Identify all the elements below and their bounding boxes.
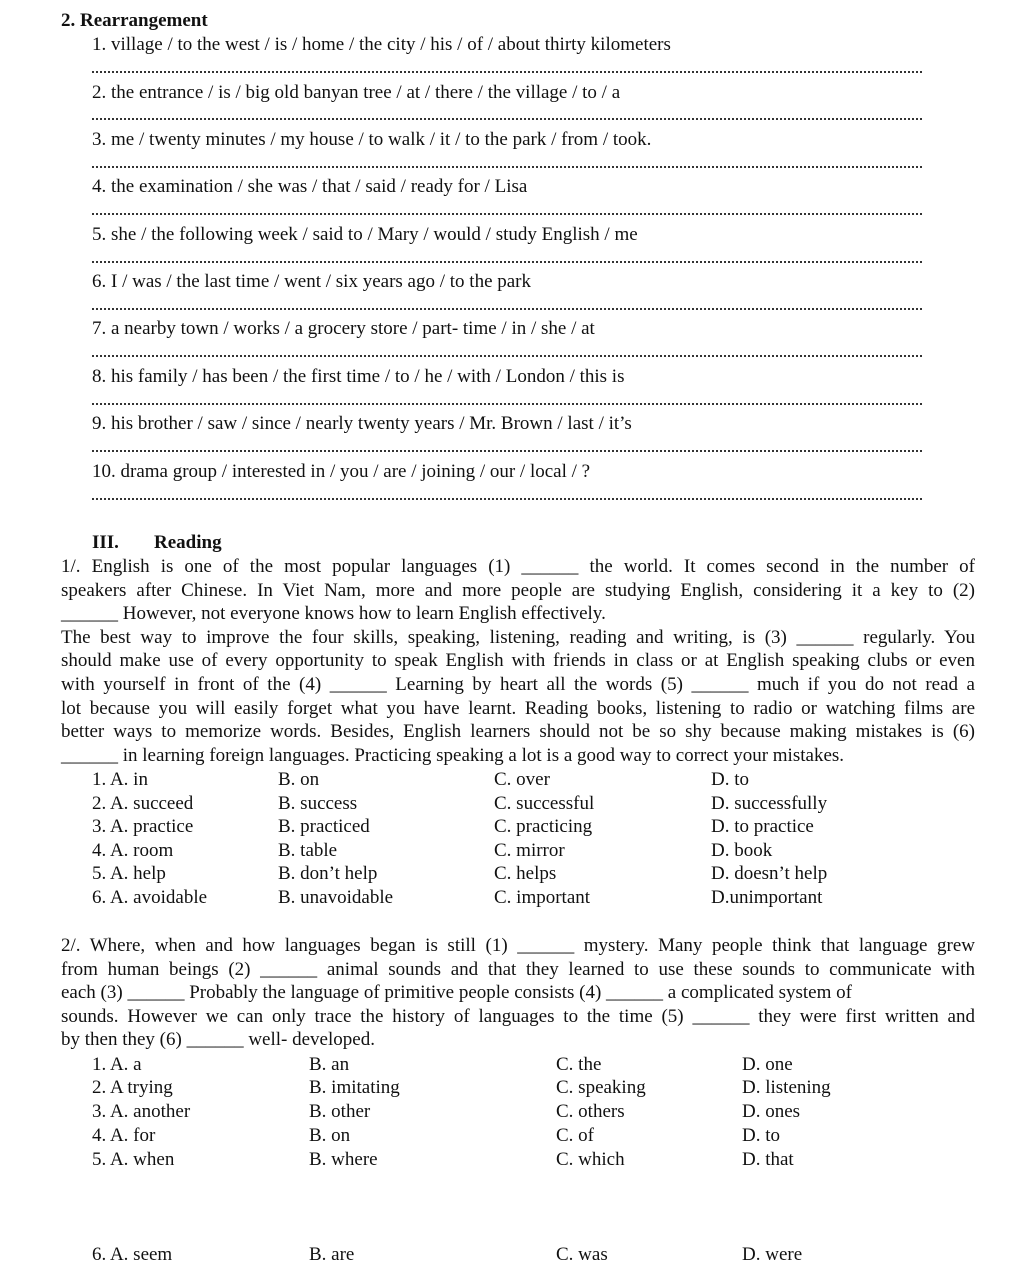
question-options bbox=[0, 768, 1024, 792]
question-options bbox=[0, 886, 1024, 910]
passage-line: from human beings (2) ______ animal sounds and that they learned to use these sounds to communicate with bbox=[61, 958, 975, 980]
answer-line[interactable] bbox=[92, 118, 922, 120]
question-options bbox=[0, 839, 1024, 863]
option-a[interactable]: 4. A. for bbox=[92, 1125, 156, 1146]
passage-line: lot because you will easily forget what you have learnt. Reading books, listening to radio or watching films are bbox=[61, 697, 975, 719]
option-d[interactable]: D.unimportant bbox=[711, 887, 823, 908]
passage-line: sounds. However we can only trace the history of languages to the time (5) ______ they were first written and bbox=[61, 1005, 975, 1027]
question-options bbox=[0, 815, 1024, 839]
option-c[interactable]: C. others bbox=[556, 1101, 625, 1122]
option-b[interactable]: B. on bbox=[278, 769, 320, 790]
option-d[interactable]: D. ones bbox=[742, 1101, 801, 1122]
option-c[interactable]: C. the bbox=[556, 1054, 602, 1075]
option-b[interactable]: B. practiced bbox=[278, 816, 370, 837]
question-options bbox=[0, 1053, 1024, 1077]
option-d[interactable]: D. to practice bbox=[711, 816, 814, 837]
answer-line[interactable] bbox=[92, 308, 922, 310]
question-options bbox=[0, 792, 1024, 816]
option-a[interactable]: 6. A. avoidable bbox=[92, 887, 208, 908]
answer-line[interactable] bbox=[92, 261, 922, 263]
passage-line: better ways to memorize words. Besides, English learners should not be so shy because making mistakes is (6) bbox=[61, 721, 975, 743]
option-d[interactable]: D. book bbox=[711, 840, 773, 861]
question-options bbox=[0, 862, 1024, 886]
question-options bbox=[0, 1100, 1024, 1124]
rearrange-item: 6. I / was / the last time / went / six years ago / to the park bbox=[92, 271, 532, 292]
option-d[interactable]: D. that bbox=[742, 1149, 794, 1170]
section-number: III. bbox=[92, 532, 119, 553]
option-c[interactable]: C. mirror bbox=[494, 840, 565, 861]
option-b[interactable]: B. are bbox=[309, 1244, 355, 1265]
rearrange-item: 7. a nearby town / works / a grocery store / part- time / in / she / at bbox=[92, 318, 595, 339]
option-a[interactable]: 1. A. a bbox=[92, 1054, 142, 1075]
option-a[interactable]: 5. A. help bbox=[92, 863, 166, 884]
section-title-rearrangement: 2. Rearrangement bbox=[61, 10, 208, 31]
passage-line: speakers after Chinese. In Viet Nam, more and more people are studying English, considering it a key to (2) bbox=[61, 579, 975, 601]
option-b[interactable]: B. other bbox=[309, 1101, 371, 1122]
option-a[interactable]: 5. A. when bbox=[92, 1149, 175, 1170]
passage-line: should make use of every opportunity to speak English with friends in class or at English speaking clubs or even bbox=[61, 650, 975, 672]
passage-line: 2/. Where, when and how languages began is still (1) ______ mystery. Many people think that language grew bbox=[61, 935, 975, 956]
question-options bbox=[0, 1148, 1024, 1172]
rearrange-item: 2. the entrance / is / big old banyan tree / at / there / the village / to / a bbox=[92, 82, 621, 103]
option-b[interactable]: B. imitating bbox=[309, 1077, 400, 1098]
answer-line[interactable] bbox=[92, 71, 922, 73]
rearrange-item: 9. his brother / saw / since / nearly twenty years / Mr. Brown / last / it’s bbox=[92, 413, 632, 434]
answer-line[interactable] bbox=[92, 498, 922, 500]
rearrange-item: 4. the examination / she was / that / said / ready for / Lisa bbox=[92, 176, 528, 197]
rearrange-item: 5. she / the following week / said to / Mary / would / study English / me bbox=[92, 224, 638, 245]
option-c[interactable]: C. practicing bbox=[494, 816, 593, 837]
option-d[interactable]: D. successfully bbox=[711, 793, 828, 814]
option-c[interactable]: C. was bbox=[556, 1244, 608, 1265]
section-heading-reading bbox=[92, 531, 222, 555]
question-options bbox=[0, 1124, 1024, 1148]
option-d[interactable]: D. were bbox=[742, 1244, 803, 1265]
answer-line[interactable] bbox=[92, 403, 922, 405]
rearrange-item: 8. his family / has been / the first time / to / he / with / London / this is bbox=[92, 366, 625, 387]
option-d[interactable]: D. one bbox=[742, 1054, 793, 1075]
option-c[interactable]: C. important bbox=[494, 887, 591, 908]
option-a[interactable]: 4. A. room bbox=[92, 840, 174, 861]
option-b[interactable]: B. unavoidable bbox=[278, 887, 394, 908]
option-b[interactable]: B. success bbox=[278, 793, 358, 814]
option-d[interactable]: D. doesn’t help bbox=[711, 863, 828, 884]
option-d[interactable]: D. listening bbox=[742, 1077, 831, 1098]
rearrange-item: 3. me / twenty minutes / my house / to walk / it / to the park / from / took. bbox=[92, 129, 652, 150]
question-options bbox=[0, 1243, 1024, 1267]
rearrange-item: 10. drama group / interested in / you / are / joining / our / local / ? bbox=[92, 461, 591, 482]
option-a[interactable]: 6. A. seem bbox=[92, 1244, 173, 1265]
option-c[interactable]: C. over bbox=[494, 769, 550, 790]
option-d[interactable]: D. to bbox=[742, 1125, 780, 1146]
passage-line: ______ in learning foreign languages. Practicing speaking a lot is a good way to correct your mistakes. bbox=[61, 744, 845, 766]
answer-line[interactable] bbox=[92, 450, 922, 452]
option-b[interactable]: B. don’t help bbox=[278, 863, 378, 884]
option-c[interactable]: C. successful bbox=[494, 793, 595, 814]
option-b[interactable]: B. on bbox=[309, 1125, 351, 1146]
option-c[interactable]: C. speaking bbox=[556, 1077, 646, 1098]
option-c[interactable]: C. which bbox=[556, 1149, 625, 1170]
passage-line: each (3) ______ Probably the language of primitive people consists (4) ______ a complicated system of bbox=[61, 982, 852, 1004]
option-a[interactable]: 3. A. another bbox=[92, 1101, 191, 1122]
question-options bbox=[0, 1076, 1024, 1100]
option-a[interactable]: 1. A. in bbox=[92, 769, 148, 790]
passage-line: ______ However, not everyone knows how to learn English effectively. bbox=[61, 603, 606, 625]
option-b[interactable]: B. an bbox=[309, 1054, 350, 1075]
answer-line[interactable] bbox=[92, 166, 922, 168]
option-c[interactable]: C. of bbox=[556, 1125, 594, 1146]
answer-line[interactable] bbox=[92, 355, 922, 357]
option-a[interactable]: 2. A. succeed bbox=[92, 793, 194, 814]
passage-1 bbox=[61, 555, 975, 767]
option-a[interactable]: 3. A. practice bbox=[92, 816, 194, 837]
answer-line[interactable] bbox=[92, 213, 922, 215]
option-b[interactable]: B. where bbox=[309, 1149, 378, 1170]
passage-line: with yourself in front of the (4) ______ Learning by heart all the words (5) ______ much if you do not read a bbox=[61, 673, 975, 695]
passage-line: 1/. English is one of the most popular languages (1) ______ the world. It comes second in the number of bbox=[61, 556, 975, 577]
option-d[interactable]: D. to bbox=[711, 769, 749, 790]
passage-line: The best way to improve the four skills, speaking, listening, reading and writing, is (3) ______ regularly. You bbox=[61, 626, 975, 648]
option-a[interactable]: 2. A trying bbox=[92, 1077, 173, 1098]
option-b[interactable]: B. table bbox=[278, 840, 338, 861]
option-c[interactable]: C. helps bbox=[494, 863, 557, 884]
passage-2 bbox=[61, 934, 975, 1052]
passage-line: by then they (6) ______ well- developed. bbox=[61, 1029, 375, 1051]
section-title-reading: Reading bbox=[154, 532, 222, 553]
rearrange-item: 1. village / to the west / is / home / the city / his / of / about thirty kilometers bbox=[92, 34, 671, 55]
